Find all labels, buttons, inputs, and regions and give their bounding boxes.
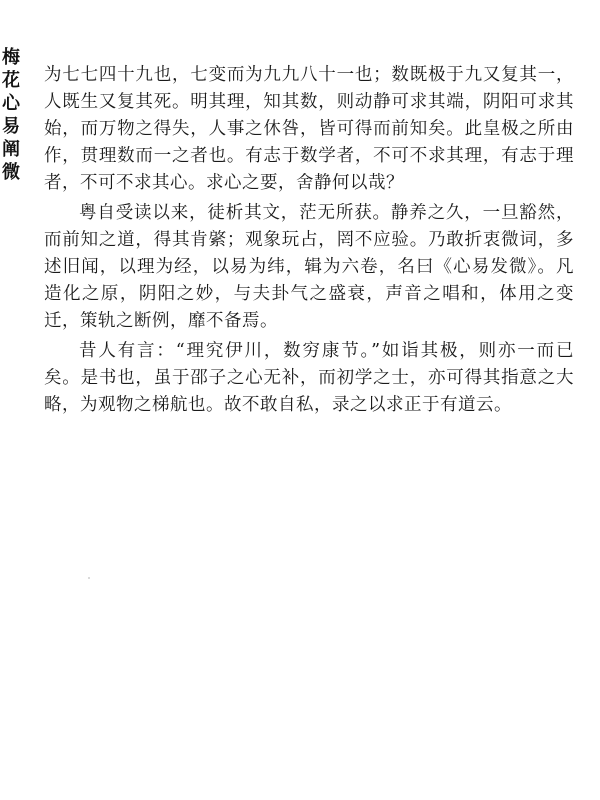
paragraph-continued: 为七七四十九也，七变而为九九八十一也；数既极于九又复其一，人既生又复其死。明其理，知其数，则动静可求其端，阴阳可求其始，而万物之得失，人事之休咎，皆可得而前知矣。此皇极之所由作，贯理数而一之者也。有志于数学者，不可不求其理，有志于理者，不可不求其心。求心之要，舍静何以哉？ xyxy=(44,65,574,193)
scan-speck xyxy=(88,577,90,579)
paragraph: 粤自受读以来，徒析其文，茫无所获。静养之久，一旦豁然，而前知之道，得其肯綮；观象玩占，罔不应验。乃敢折衷微词，多述旧闻，以理为经，以易为纬，辑为六卷，名曰《心易发微》。凡造化之原，阴阳之妙，与夫卦气之盛衰，声音之唱和，体用之变迁，策轨之断例，靡不备焉。 xyxy=(44,203,574,331)
page-body xyxy=(44,62,574,422)
running-header-title: 梅花心易阐微 xyxy=(2,47,20,183)
paragraph: 昔人有言：“理究伊川，数穷康节。”如诣其极，则亦一而已矣。是书也，虽于邵子之心无补，而初学之士，亦可得其指意之大略，为观物之梯航也。故不敢自私，录之以求正于有道云。 xyxy=(44,341,574,415)
